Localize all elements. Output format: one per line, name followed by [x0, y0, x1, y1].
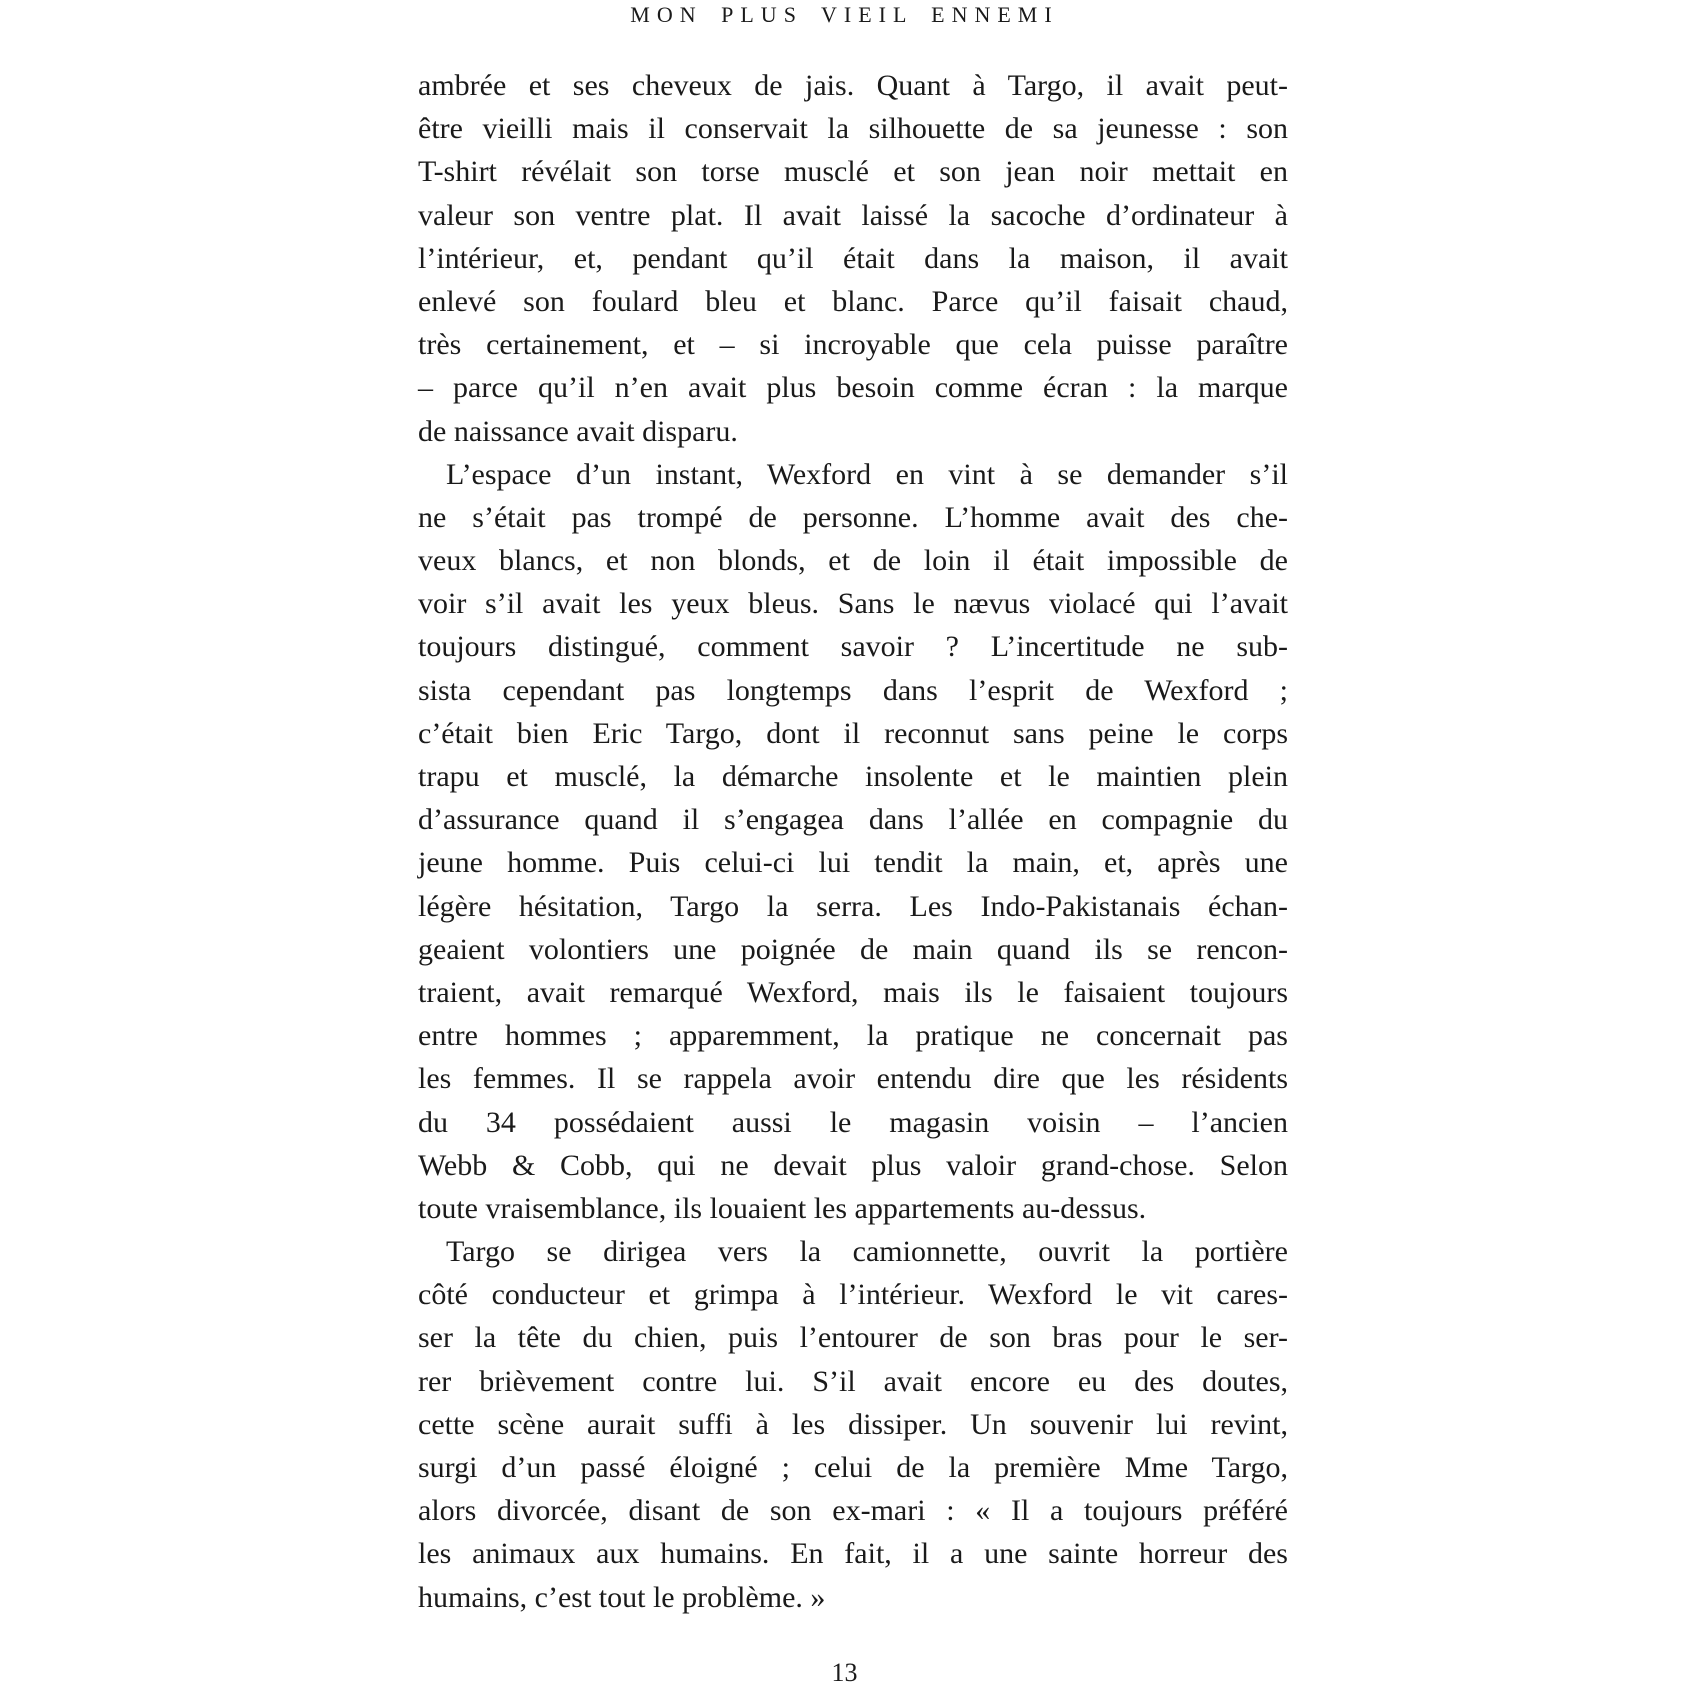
text-line: valeur son ventre plat. Il avait laissé la sacoche d’ordinateur à	[418, 198, 1288, 232]
text-line: très certainement, et – si incroyable que cela puisse paraître	[418, 328, 1288, 362]
text-line: cette scène aurait suffi à les dissiper. Un souvenir lui revint,	[418, 1407, 1288, 1441]
text-line: geaient volontiers une poignée de main quand ils se rencon-	[418, 932, 1288, 966]
text-line: légère hésitation, Targo la serra. Les Indo-Pakistanais échan-	[418, 889, 1288, 923]
text-line: ne s’était pas trompé de personne. L’homme avait des che-	[418, 500, 1288, 534]
text-line: jeune homme. Puis celui-ci lui tendit la main, et, après une	[418, 846, 1288, 880]
text-line: enlevé son foulard bleu et blanc. Parce qu’il faisait chaud,	[418, 284, 1288, 318]
page-number: 13	[831, 1658, 858, 1687]
text-line: du 34 possédaient aussi le magasin voisin – l’ancien	[418, 1105, 1288, 1139]
text-line: ser la tête du chien, puis l’entourer de son bras pour le ser-	[418, 1321, 1288, 1355]
text-line: veux blancs, et non blonds, et de loin il était impossible de	[418, 544, 1288, 578]
text-line: les femmes. Il se rappela avoir entendu dire que les résidents	[418, 1062, 1288, 1096]
text-line: T-shirt révélait son torse musclé et son jean noir mettait en	[418, 155, 1288, 189]
paragraph-first-line: L’espace d’un instant, Wexford en vint à se demander s’il	[446, 457, 1288, 491]
text-line: sista cependant pas longtemps dans l’esprit de Wexford ;	[418, 673, 1288, 707]
text-line: être vieilli mais il conservait la silhouette de sa jeunesse : son	[418, 112, 1288, 146]
running-header-title: MON PLUS VIEIL ENNEMI	[630, 2, 1059, 27]
text-line: entre hommes ; apparemment, la pratique ne concernait pas	[418, 1019, 1288, 1053]
text-line: les animaux aux humains. En fait, il a une sainte horreur des	[418, 1537, 1288, 1571]
text-line: voir s’il avait les yeux bleus. Sans le nævus violacé qui l’avait	[418, 587, 1288, 621]
paragraph-last-line: de naissance avait disparu.	[418, 414, 738, 448]
text-line: côté conducteur et grimpa à l’intérieur. Wexford le vit cares-	[418, 1278, 1288, 1312]
text-line: alors divorcée, disant de son ex-mari : « Il a toujours préféré	[418, 1494, 1288, 1528]
text-line: surgi d’un passé éloigné ; celui de la première Mme Targo,	[418, 1451, 1288, 1484]
paragraph-last-line: humains, c’est tout le problème. »	[418, 1580, 826, 1614]
text-line: l’intérieur, et, pendant qu’il était dans la maison, il avait	[418, 241, 1288, 275]
text-line: ambrée et ses cheveux de jais. Quant à Targo, il avait peut-	[418, 69, 1288, 102]
text-line: trapu et musclé, la démarche insolente et le maintien plein	[418, 760, 1288, 793]
text-line: Webb & Cobb, qui ne devait plus valoir grand-chose. Selon	[418, 1148, 1288, 1182]
text-line: c’était bien Eric Targo, dont il reconnut sans peine le corps	[418, 716, 1288, 750]
text-line: d’assurance quand il s’engagea dans l’allée en compagnie du	[418, 803, 1288, 837]
text-line: – parce qu’il n’en avait plus besoin comme écran : la marque	[418, 371, 1288, 405]
paragraph-first-line: Targo se dirigea vers la camionnette, ouvrit la portière	[446, 1235, 1288, 1269]
text-line: traient, avait remarqué Wexford, mais ils le faisaient toujours	[418, 975, 1288, 1009]
body-text	[418, 64, 1288, 1619]
text-line: rer brièvement contre lui. S’il avait encore eu des doutes,	[418, 1364, 1288, 1398]
text-line: toujours distingué, comment savoir ? L’incertitude ne sub-	[418, 630, 1288, 664]
paragraph-last-line: toute vraisemblance, ils louaient les appartements au-dessus.	[418, 1191, 1147, 1225]
